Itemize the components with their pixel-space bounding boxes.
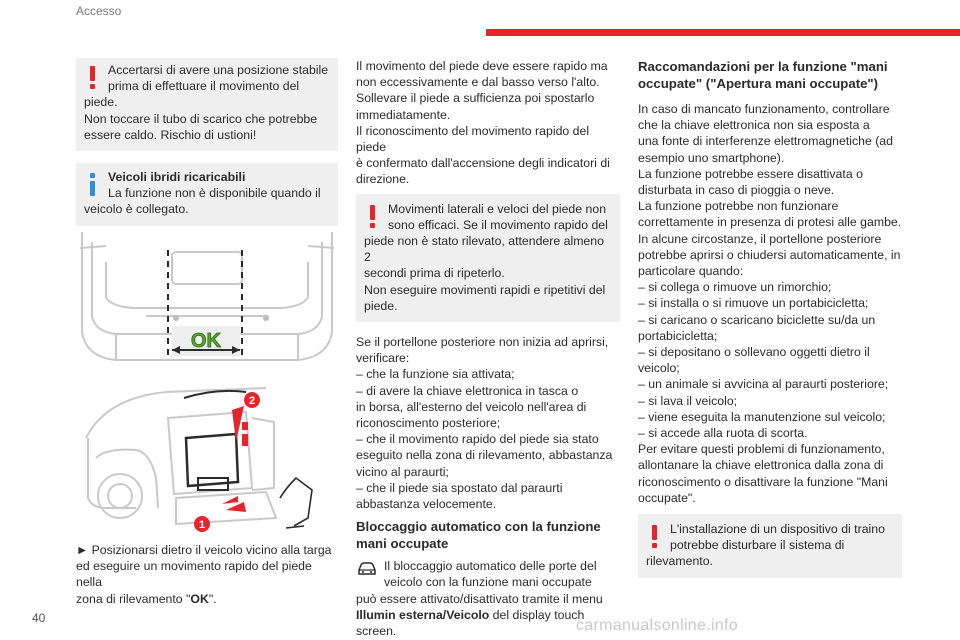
paragraph-line: – viene eseguita la manutenzione sul veicolo; xyxy=(638,409,886,424)
ok-inline-label: OK xyxy=(190,591,209,606)
warning-icon xyxy=(364,201,382,231)
heading-recommendations: Raccomandazioni per la funzione "mani occupate" ("Apertura mani occupate") xyxy=(638,59,888,91)
info-icon xyxy=(84,169,102,199)
warning-note-lateral: Movimenti laterali e veloci del piede non sono efficaci. Se il movimento rapido del piede non è stato rilevato, attendere almeno 2 secondi prima di ripeterlo. Non eseguire movimenti rapidi e ripetitivi del piede. xyxy=(356,194,620,322)
note-line: La funzione non è disponibile quando il xyxy=(108,186,321,201)
note-line: Non toccare il tubo di scarico che potrebbe xyxy=(84,111,318,126)
info-note-hybrid xyxy=(76,163,338,226)
marker-2: 2 xyxy=(248,395,256,407)
illustration-foot-movement xyxy=(76,378,338,532)
paragraph-line: – si accede alla ruota di scorta. xyxy=(638,426,808,441)
paragraph-line: una fonte di interferenze elettromagnetiche (ad xyxy=(638,134,893,149)
paragraph-line: – si installa o si rimuove un portabicicletta; xyxy=(638,296,869,311)
note-line: prima di effettuare il movimento del xyxy=(108,79,300,94)
column-1 xyxy=(76,58,338,238)
column-3 xyxy=(638,58,902,590)
paragraph-line: Per evitare questi problemi di funzionamento, xyxy=(638,442,885,457)
paragraph-line: esempio uno smartphone). xyxy=(638,150,785,165)
header-accent-bar xyxy=(486,29,960,36)
paragraph-auto-lock: Il bloccaggio automatico delle porte del veicolo con la funzione mani occupate può essere attivato/disattivato tramite il menu Illumin esterna/Veicolo del display touch screen. xyxy=(356,559,603,639)
note-line: Accertarsi di avere una posizione stabile xyxy=(108,63,329,77)
paragraph-line: – un animale si avvicina al paraurti posteriore; xyxy=(638,377,889,392)
paragraph-line: allontanare la chiave elettronica dalla zona di xyxy=(638,458,884,473)
car-icon xyxy=(356,560,378,578)
watermark: carmanualsonline.info xyxy=(576,617,738,634)
paragraph-line: correttamente in presenza di protesi alle gambe. xyxy=(638,215,902,230)
paragraph-line: In alcune circostanze, il portellone posteriore xyxy=(638,231,882,246)
paragraph-line: disturbata in caso di pioggia o neve. xyxy=(638,183,835,198)
ok-label: OK xyxy=(191,330,221,352)
column-2 xyxy=(356,58,620,639)
paragraph-line: La funzione potrebbe non funzionare xyxy=(638,199,839,214)
step-line: ► Posizionarsi dietro il veicolo vicino alla targa xyxy=(76,543,332,557)
paragraph-line: – si depositano o sollevano oggetti dietro il xyxy=(638,345,870,360)
header-section-title: Accesso xyxy=(76,4,122,18)
step-line: ed eseguire un movimento rapido del piede nella xyxy=(76,559,312,590)
paragraph-line: che la chiave elettronica non sia esposta a xyxy=(638,118,870,133)
warning-icon xyxy=(84,62,102,92)
marker-1: 1 xyxy=(198,519,206,531)
paragraph-foot-movement: Il movimento del piede deve essere rapido ma non eccessivamente e dal basso verso l'alto. Sollevare il piede a sufficienza poi spostarlo immediatamente. Il riconoscimento del movimento rapido del piede è confermato dall'accensione degli indicatori di direzione. xyxy=(356,59,610,187)
paragraph-line: particolare quando: xyxy=(638,264,744,279)
paragraph-line: riconoscimento o disattivare la funzione "Mani xyxy=(638,474,888,489)
warning-icon xyxy=(646,521,664,551)
step-line: zona di rilevamento "OK". xyxy=(76,591,217,606)
heading-auto-lock: Bloccaggio automatico con la funzione mani occupate xyxy=(356,519,601,552)
page-number: 40 xyxy=(32,611,46,625)
paragraph-recommendations xyxy=(638,101,902,506)
paragraph-line: veicolo; xyxy=(638,361,680,376)
warning-note-towing: L'installazione di un dispositivo di traino potrebbe disturbare il sistema di rilevamento. xyxy=(638,514,902,578)
step-instruction xyxy=(76,542,338,607)
note-line: piede. xyxy=(84,95,118,110)
paragraph-line: – si lava il veicolo; xyxy=(638,393,738,408)
paragraph-line: occupate". xyxy=(638,490,696,505)
paragraph-line: portabicicletta; xyxy=(638,328,718,343)
note-line: essere caldo. Rischio di ustioni! xyxy=(84,127,257,142)
illustration-detection-zone xyxy=(76,222,338,374)
paragraph-line: – si caricano o scaricano biciclette su/da un xyxy=(638,312,876,327)
paragraph-line: La funzione potrebbe essere disattivata o xyxy=(638,166,863,181)
arrow-bullet-icon: ► xyxy=(76,543,89,557)
warning-note-stability xyxy=(76,58,338,151)
note-line: veicolo è collegato. xyxy=(84,202,189,217)
info-title: Veicoli ibridi ricaricabili xyxy=(108,170,246,185)
paragraph-line: potrebbe aprirsi o chiudersi automaticamente, in xyxy=(638,247,901,262)
paragraph-checks: Se il portellone posteriore non inizia ad aprirsi, verificare: – che la funzione sia attivata; – di avere la chiave elettronica in tasca o in borsa, all'esterno del veicolo nell'area di riconoscimento posteriore; – che il movimento rapido del piede sia stato eseguito nella zona di rilevamento, abbastanza vicino al paraurti; – che il piede sia spostato dal paraurti abbastanza velocemente. xyxy=(356,335,613,512)
paragraph-line: – si collega o rimuove un rimorchio; xyxy=(638,280,832,295)
paragraph-line: In caso di mancato funzionamento, controllare xyxy=(638,102,890,116)
menu-path: Illumin esterna/Veicolo xyxy=(356,607,490,622)
